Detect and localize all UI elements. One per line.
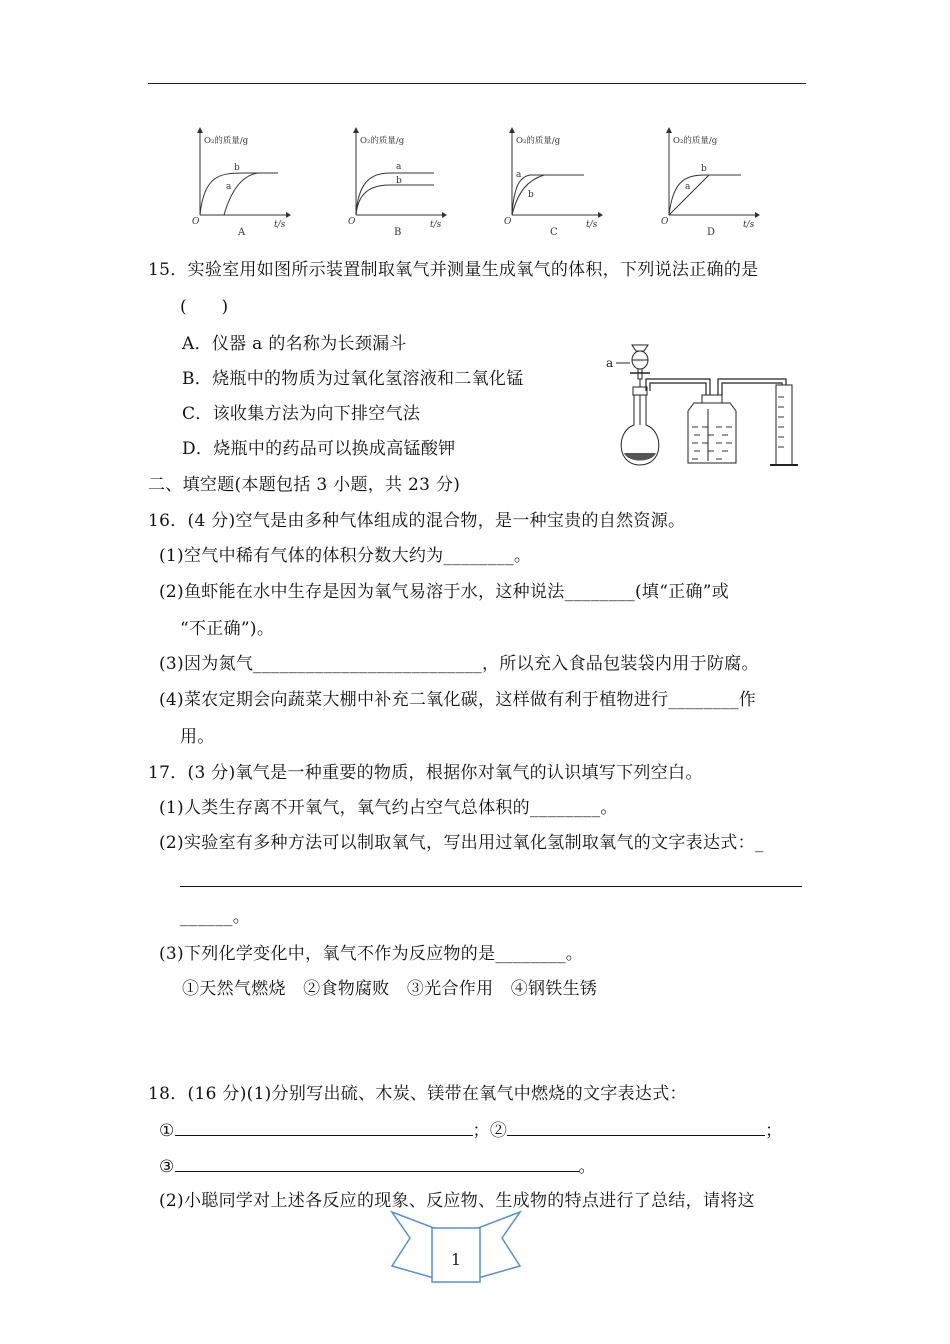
q16-part-1: (1)空气中稀有气体的体积分数大约为________。: [159, 546, 532, 566]
instrument-a-label: a: [606, 356, 614, 370]
q18-answer-row-1: [159, 1119, 782, 1142]
x-axis-label: t/s: [743, 220, 755, 230]
q17-part-3: (3)下列化学变化中，氧气不作为反应物的是________。: [159, 944, 584, 964]
curve-label: b: [396, 176, 402, 186]
q17-choices: ①天然气燃烧 ②食物腐败 ③光合作用 ④钢铁生锈: [182, 979, 598, 999]
origin-label: O: [192, 217, 200, 227]
q18-mark-1: ①: [159, 1121, 175, 1141]
graph-caption: D: [707, 227, 716, 238]
q16-part-2: (2)鱼虾能在水中生存是因为氧气易溶于水，这种说法________(填“正确”或: [159, 582, 730, 602]
graph-caption: B: [394, 227, 402, 238]
curve-label: b: [528, 190, 534, 200]
q18-mark-3: ；: [765, 1121, 783, 1141]
q15-option-a: A．仪器 a 的名称为长颈漏斗: [182, 334, 407, 354]
q18-blank-3: [175, 1155, 579, 1172]
q18-blank-1: [175, 1119, 473, 1136]
x-axis-label: t/s: [586, 220, 598, 230]
q16-part-4: (4)菜农定期会向蔬菜大棚中补充二氧化碳，这样做有利于植物进行________作: [159, 690, 757, 710]
q16-part-3: (3)因为氮气__________________________，所以充入食品包装袋内用于防腐。: [159, 654, 759, 674]
q15-stem: 15．实验室用如图所示装置制取氧气并测量生成氧气的体积，下列说法正确的是: [148, 260, 759, 280]
graph-d: [655, 125, 765, 240]
q18-part-2: (2)小聪同学对上述各反应的现象、反应物、生成物的特点进行了总结，请将这: [159, 1191, 755, 1211]
q18-answer-row-2: [159, 1155, 596, 1178]
q17-answer-line: [180, 886, 802, 887]
origin-label: O: [348, 217, 356, 227]
header-rule: [148, 83, 806, 84]
y-axis-label: O₂的质量/g: [360, 136, 405, 146]
q16-part-2-continued: “不正确”)。: [180, 619, 275, 639]
curve-label: a: [685, 182, 691, 192]
q15-option-b: B．烧瓶中的物质为过氧化氢溶液和二氧化锰: [182, 369, 524, 389]
q15-option-c: C．该收集方法为向下排空气法: [182, 404, 421, 424]
origin-label: O: [661, 217, 669, 227]
page-number-ribbon: [388, 1208, 524, 1290]
curve-label: a: [226, 182, 232, 192]
curve-label: a: [516, 170, 522, 180]
q18-mark-5: 。: [578, 1157, 596, 1177]
q15-option-d: D．烧瓶中的药品可以换成高锰酸钾: [182, 439, 456, 459]
x-axis-label: t/s: [274, 220, 286, 230]
q18-blank-2: [507, 1119, 765, 1136]
q18-mark-2: ；②: [472, 1121, 508, 1141]
graph-caption: C: [550, 227, 558, 238]
curve-label: b: [701, 164, 707, 174]
origin-label: O: [504, 217, 512, 227]
q18-mark-4: ③: [159, 1157, 175, 1177]
curve-label: a: [396, 162, 402, 172]
q17-part-1: (1)人类生存离不开氧气，氧气约占空气总体积的________。: [159, 798, 618, 818]
graph-a: [186, 125, 296, 240]
y-axis-label: O₂的质量/g: [204, 136, 249, 146]
graph-b: [342, 125, 452, 240]
y-axis-label: O₂的质量/g: [673, 136, 718, 146]
curve-label: b: [234, 163, 240, 173]
graph-c: [498, 125, 608, 240]
q16-stem: 16．(4 分)空气是由多种气体组成的混合物，是一种宝贵的自然资源。: [148, 511, 686, 531]
q16-part-4-continued: 用。: [180, 727, 215, 747]
oxygen-apparatus-diagram: [598, 335, 808, 473]
q18-stem: 18．(16 分)(1)分别写出硫、木炭、镁带在氧气中燃烧的文字表达式：: [148, 1084, 687, 1104]
q17-part-2-end: ______。: [180, 907, 251, 927]
graph-caption: A: [238, 227, 246, 238]
q15-answer-paren: ( ): [180, 297, 229, 317]
page-number: 1: [450, 1250, 462, 1269]
x-axis-label: t/s: [430, 220, 442, 230]
section-2-heading: 二、填空题(本题包括 3 小题，共 23 分): [148, 475, 461, 495]
y-axis-label: O₂的质量/g: [516, 136, 561, 146]
q17-part-2: (2)实验室有多种方法可以制取氧气，写出用过氧化氢制取氧气的文字表达式：_: [159, 833, 764, 853]
q17-stem: 17．(3 分)氧气是一种重要的物质，根据你对氧气的认识填写下列空白。: [148, 763, 703, 783]
